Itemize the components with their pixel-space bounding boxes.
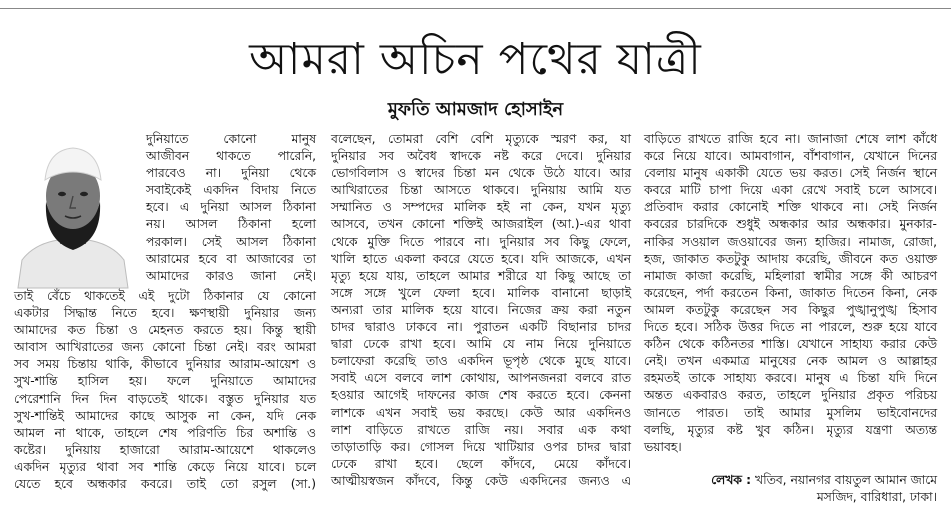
column-1-bottom [14, 288, 316, 520]
text-line: বাড়িতে রাখতে রাজি হবে না। জানাজা শেষে লাশ কাঁধে [644, 132, 937, 146]
text-line: নামাজ কাজা করেছি, মহিলারা স্বামীর সঙ্গে কী আচরণ [644, 268, 937, 283]
text-line: তাড়াতাড়ি কর। গোসল দিয়ে খাটিয়ার ওপর চাদর দ্বারা [331, 439, 631, 454]
text-line: চাদর দ্বারাও ঢাকবে না। পুরাতন একটি বিছানার চাদর [331, 320, 631, 335]
author-credit [644, 472, 937, 506]
text-line: আত্মীয়স্বজন কাঁদবে, কিন্তু কেউ একদিনের জন্যও এ [331, 473, 631, 488]
text-line: নয়। আসল ঠিকানা হলো [146, 217, 316, 232]
portrait-illustration [14, 132, 132, 288]
text-line: কষ্টের। দুনিয়ায় হাজারো আরাম-আয়েশে থাকলেও [14, 442, 316, 457]
text-line: আজীবন থাকতে পারেনি, [146, 149, 316, 164]
text-line: মৃত্যু হয়ে যায়, তাহলে আমার শরীরে যা কিছু আছে তা [331, 268, 631, 283]
text-line: ভোগবিলাস ও স্বাদের চিন্তা মন থেকে উঠে যাবে। আর [331, 166, 631, 181]
text-line: হওয়ার আগেই দাফনের কাজ শেষ করতে হবে। কেননা [331, 388, 631, 403]
text-line: আখিরাতের চিন্তা আসতে থাকবে। দুনিয়ায় আমি যত [331, 183, 631, 198]
text-line: রহমতই তাকে সাহায্য করবে। মানুষ এ চিন্তা যদি দিনে [644, 371, 937, 386]
text-line: সুখ-শান্তিই আমাদের কাছে আসুক না কেন, যদি নেক [14, 408, 316, 423]
text-line: নেই। তখন একমাত্র মানুষের নেক আমল ও আল্লাহর [644, 354, 937, 369]
text-line: সঙ্গে সঙ্গে খুলে ফেলা হবে। মালিক বানানো ছাড়াই [331, 285, 631, 300]
top-strip [0, 0, 951, 9]
byline: মুফতি আমজাদ হোসাইন [387, 99, 564, 120]
text-line: লাশ বাড়িতে রাখতে রাজি নয়। সবার এক কথা [331, 422, 631, 437]
text-line: যেতে হবে অন্ধকার কবরে। তাই তো রসুল (সা.) [14, 477, 316, 492]
text-line: দ্বারা ঢেকে রাখা হবে। আমি যে নাম নিয়ে দুনিয়াতে [331, 337, 631, 352]
credit-text-1: খতিব, নয়ানগর বায়তুল আমান জামে [755, 473, 937, 487]
text-line: আসবে, তখন কোনো শক্তিই আজরাইল (আ.)-এর থাবা [331, 217, 631, 232]
text-line: কবরে মাটি চাপা দিয়ে একা রেখে সবাই চলে আসবে। [644, 183, 937, 198]
text-line: আবাস আখিরাতের জন্য কোনো চিন্তা নেই। বরং আমরা [14, 340, 316, 355]
text-line: সবাইকেই একদিন বিদায় নিতে [146, 183, 316, 198]
top-strip-left [20, 0, 183, 1]
text-line: সম্মানিত ও সম্পদের মালিক হই না কেন, যখন মৃত্যু [331, 200, 631, 215]
column-2 [331, 131, 631, 521]
text-line: জানতে পারত। তাই আমার মুসলিম ভাইবোনদের [644, 405, 937, 420]
text-line: ঢেকে রাখা হবে। ছেলে কাঁদবে, মেয়ে কাঁদবে। [331, 456, 631, 471]
text-line: দুনিয়াতে কোনো মানুষ [146, 132, 316, 146]
text-line: লাশকে এখন সবাই ভয় করছে। কেউ আর একদিনও [331, 405, 631, 420]
text-line: একটার সিদ্ধান্ত নিতে হবে। ক্ষণস্থায়ী দুনিয়ার জন্য [14, 306, 316, 321]
column-3 [644, 131, 937, 471]
text-line: আমল না থাকে, তাহলে শেষ পরিণতি চির অশান্তি ও [14, 425, 316, 440]
credit-line-1 [644, 472, 937, 489]
text-line: পেরেশানি দিন দিন বাড়তেই থাকে। বস্তুত দুনিয়ার যত [14, 391, 316, 406]
text-line: আরামের হবে বা আজাবের তা [146, 251, 316, 266]
top-strip-right [600, 0, 685, 1]
text-line: সুখ-শান্তি হাসিল হয়। ফলে দুনিয়াতে আমাদের [14, 374, 316, 389]
text-line: পরকাল। সেই আসল ঠিকানা [146, 234, 316, 249]
author-photo [14, 132, 132, 288]
column-1-top [146, 131, 316, 287]
text-line: করেছেন, পর্দা করতেন কিনা, জাকাত দিতেন কিনা, নেক [644, 285, 937, 300]
text-line: নাকির সওয়াল জওয়াবের জন্য হাজির। নামাজ, রোজা, [644, 234, 937, 249]
text-line: পারবেও না। দুনিয়া থেকে [146, 166, 316, 181]
text-line: কঠিন থেকে কঠিনতর শাস্তি। যেখানে সাহায্য করার কেউ [644, 337, 937, 352]
text-line: খালি হাতে একলা কবরে যেতে হবে। যদি আজকে, এখন [331, 251, 631, 266]
credit-line-2: মসজিদ, বারিধারা, ঢাকা। [816, 490, 937, 505]
text-line: দুনিয়ার সব অবৈধ স্বাদকে নষ্ট করে দেবে। দুনিয়ার [331, 149, 631, 164]
text-line: চলাফেরা করেছি তাও একদিন ভূপৃষ্ঠ থেকে মুছে যাবে। [331, 354, 631, 369]
text-line: প্রতিবাদ করার কোনোই শক্তি থাকবে না। সেই নির্জন [644, 200, 937, 215]
credit-label: লেখক : [711, 473, 752, 487]
text-line: করে নিয়ে যাবে। আমবাগান, বাঁশবাগান, যেখানে দিনের [644, 149, 937, 164]
text-line: থেকে মুক্তি দিতে পারবে না। দুনিয়ার সব কিছু ফেলে, [331, 234, 631, 249]
text-line: কবরের চারদিকে শুধুই অন্ধকার আর অন্ধকার। মুনকার- [644, 217, 937, 232]
text-line: বলছি, মৃত্যুর কষ্ট খুব কঠিন। মৃত্যুর যন্ত্রণা অত্যন্ত [644, 422, 937, 437]
text-line: বলেছেন, তোমরা বেশি বেশি মৃত্যুকে স্মরণ কর, যা [331, 132, 631, 146]
text-line: একদিন মৃত্যুর থাবা সব শান্তি কেড়ে নিয়ে যাবে। চলে [14, 459, 316, 474]
text-line: অন্তত একবারও করত, তাহলে দুনিয়ার প্রকৃত পরিচয় [644, 388, 937, 403]
text-line: আমাদের কারও জানা নেই। [146, 268, 316, 283]
text-line: আমাদের কত চিন্তা ও মেহনত করতে হয়। কিন্তু স্থায়ী [14, 323, 316, 338]
text-line: দিতে হবে। সঠিক উত্তর দিতে না পারলে, শুরু হয়ে যাবে [644, 320, 937, 335]
text-line: অন্যরা তার মালিক হয়ে যাবে। নিজের ক্রয় করা নতুন [331, 302, 631, 317]
text-line: ভয়াবহ। [644, 439, 682, 454]
text-line: হজ, জাকাত কতটুকু আদায় করেছি, জীবনে কত ওয়াক্ত [644, 251, 937, 266]
text-line: সব সময় চিন্তায় থাকি, কীভাবে দুনিয়ার আরাম-আয়েশ ও [14, 357, 316, 372]
text-line: বেলায় মানুষ একাকী যেতে ভয় করত। সেই নির্জন স্থানে [644, 166, 937, 181]
text-line: আমল কতটুকু করেছেন সব কিছুর পুঙ্খানুপুঙ্খ হিসাব [644, 302, 937, 317]
text-line: তাই বেঁচে থাকতেই এই দুটো ঠিকানার যে কোনো [14, 289, 316, 303]
text-line: সবাই এসে বলবে লাশ কোথায়, আপনজনরা বলবে রাত [331, 371, 631, 386]
text-line: হবে। এ দুনিয়া আসল ঠিকানা [146, 200, 316, 215]
headline: আমরা অচিন পথের যাত্রী [249, 34, 702, 85]
